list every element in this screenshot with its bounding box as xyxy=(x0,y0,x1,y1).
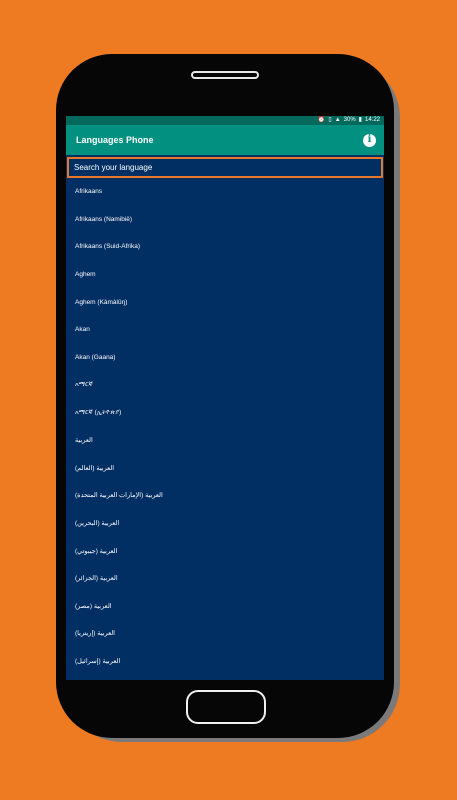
language-label: العربية (البحرين) xyxy=(75,519,120,527)
language-item[interactable] xyxy=(66,206,384,234)
info-icon[interactable]: i xyxy=(363,134,376,147)
language-label: Aghem xyxy=(75,271,96,279)
alarm-icon: ⏰ xyxy=(317,117,326,123)
language-item[interactable] xyxy=(66,592,384,620)
language-label: አማርኛ xyxy=(75,380,93,388)
language-label: Afrikaans (Suid-Afrika) xyxy=(75,243,141,251)
vibrate-icon: ▯ xyxy=(328,117,332,123)
language-item[interactable] xyxy=(66,564,384,592)
search-input[interactable] xyxy=(74,163,381,172)
app-title: Languages Phone xyxy=(76,135,154,145)
language-label: Afrikaans xyxy=(75,188,103,196)
language-label: Aghem (Kàmàlûŋ) xyxy=(75,298,128,306)
language-item[interactable] xyxy=(66,509,384,537)
language-item[interactable] xyxy=(66,537,384,565)
language-label: العربية (الجزائر) xyxy=(75,575,118,583)
language-label: العربية (الإمارات العربية المتحدة) xyxy=(75,492,163,500)
language-item[interactable] xyxy=(66,482,384,510)
signal-icon: ▲ xyxy=(334,117,341,123)
language-item[interactable] xyxy=(66,288,384,316)
status-bar xyxy=(66,116,384,125)
language-item[interactable] xyxy=(66,178,384,206)
language-label: العربية xyxy=(75,437,93,445)
battery-icon: ▮ xyxy=(358,117,362,123)
home-button[interactable] xyxy=(186,690,266,724)
language-item[interactable] xyxy=(66,647,384,675)
language-label: Akan (Gaana) xyxy=(75,353,116,361)
language-label: العربية (العالم) xyxy=(75,464,115,472)
language-item[interactable] xyxy=(66,316,384,344)
battery-level: 30% xyxy=(343,117,356,123)
language-label: Afrikaans (Namibië) xyxy=(75,215,133,223)
language-label: Akan xyxy=(75,326,90,334)
language-list xyxy=(66,178,384,675)
language-label: العربية (إسرائيل) xyxy=(75,657,121,665)
language-item[interactable] xyxy=(66,261,384,289)
language-label: العربية (إريتريا) xyxy=(75,630,115,638)
language-item[interactable] xyxy=(66,344,384,372)
language-label: አማርኛ (ኢትዮጵያ) xyxy=(75,408,122,416)
speaker-grille xyxy=(191,71,259,79)
language-label: العربية (مصر) xyxy=(75,602,112,610)
language-label: العربية (جيبوتي) xyxy=(75,547,118,555)
language-item[interactable] xyxy=(66,233,384,261)
language-item[interactable] xyxy=(66,399,384,427)
app-bar xyxy=(66,125,384,155)
phone-frame xyxy=(56,54,394,738)
language-item[interactable] xyxy=(66,426,384,454)
language-item[interactable] xyxy=(66,454,384,482)
status-time: 14:22 xyxy=(364,117,380,123)
language-item[interactable] xyxy=(66,371,384,399)
search-box[interactable] xyxy=(67,157,383,178)
language-item[interactable] xyxy=(66,620,384,648)
phone-screen xyxy=(66,116,384,680)
